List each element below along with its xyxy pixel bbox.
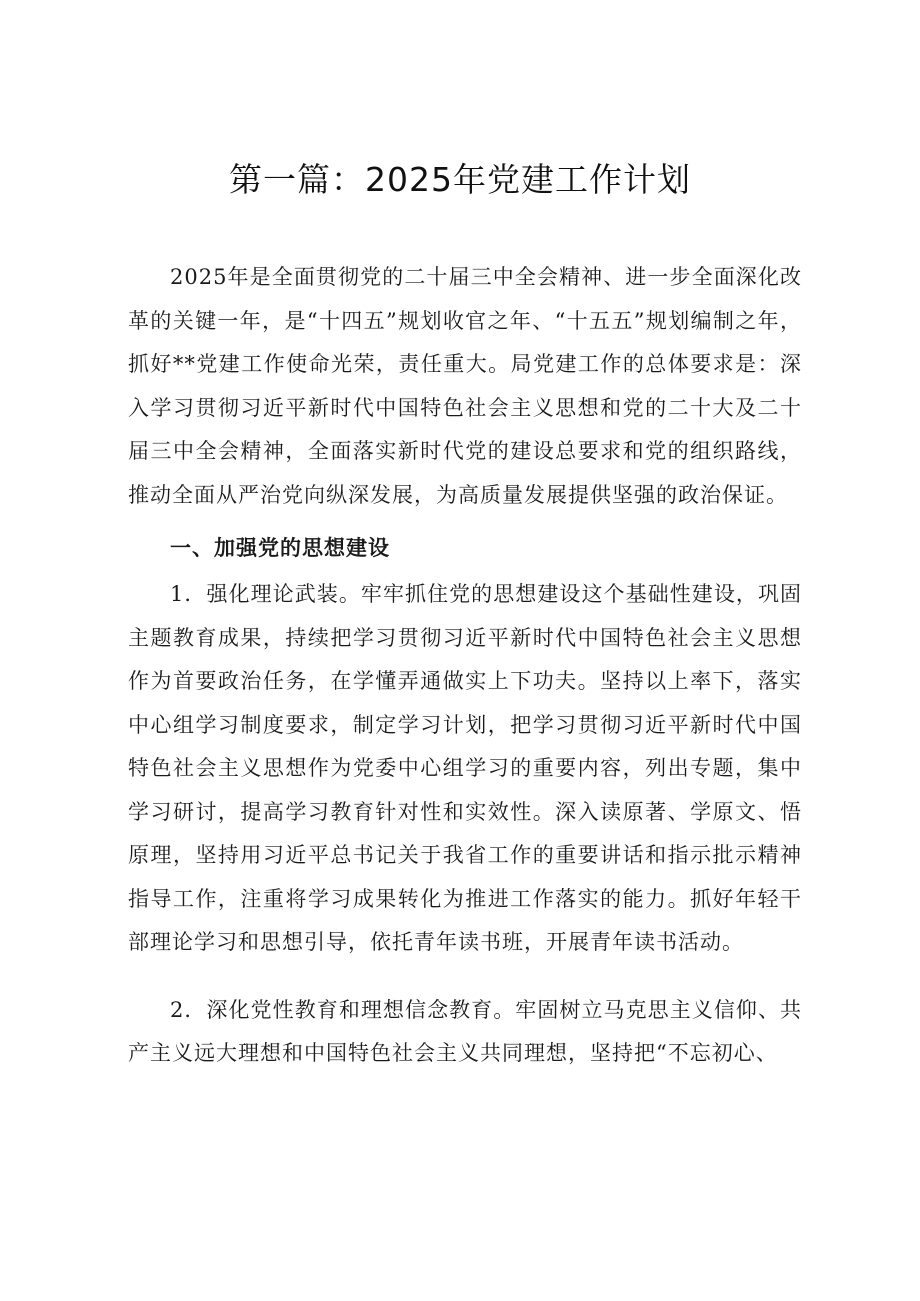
item-paragraph-1: 1．强化理论武装。牢牢抓住党的思想建设这个基础性建设，巩固主题教育成果，持续把学习贯彻习近平新时代中国特色社会主义思想作为首要政治任务，在学懂弄通做实上下功夫。坚持以上率下，落实中心组学习制度要求，制定学习计划，把学习贯彻习近平新时代中国特色社会主义思想作为党委中心组学习的重要内容，列出专题，集中学习研讨，提高学习教育针对性和实效性。深入读原著、学原文、悟原理，坚持用习近平总书记关于我省工作的重要讲话和指示批示精神指导工作，注重将学习成果转化为推进工作落实的能力。抓好年轻干部理论学习和思想引导，依托青年读书班，开展青年读书活动。	[128, 582, 802, 954]
intro-paragraph: 2025年是全面贯彻党的二十届三中全会精神、进一步全面深化改革的关键一年，是“十四五”规划收官之年、“十五五”规划编制之年，抓好**党建工作使命光荣，责任重大。局党建工作的总体要求是：深入学习贯彻习近平新时代中国特色社会主义思想和党的二十大及二十届三中全会精神，全面落实新时代党的建设总要求和党的组织路线，推动全面从严治党向纵深发展，为高质量发展提供坚强的政治保证。	[128, 265, 802, 507]
item-paragraph-2: 2．深化党性教育和理想信念教育。牢固树立马克思主义信仰、共产主义远大理想和中国特色社会主义共同理想，坚持把“不忘初心、	[128, 997, 802, 1065]
document-body	[128, 256, 802, 1076]
section-heading: 一、加强党的思想建设	[170, 536, 390, 560]
document-title: 第一篇：2025年党建工作计划	[229, 160, 691, 199]
